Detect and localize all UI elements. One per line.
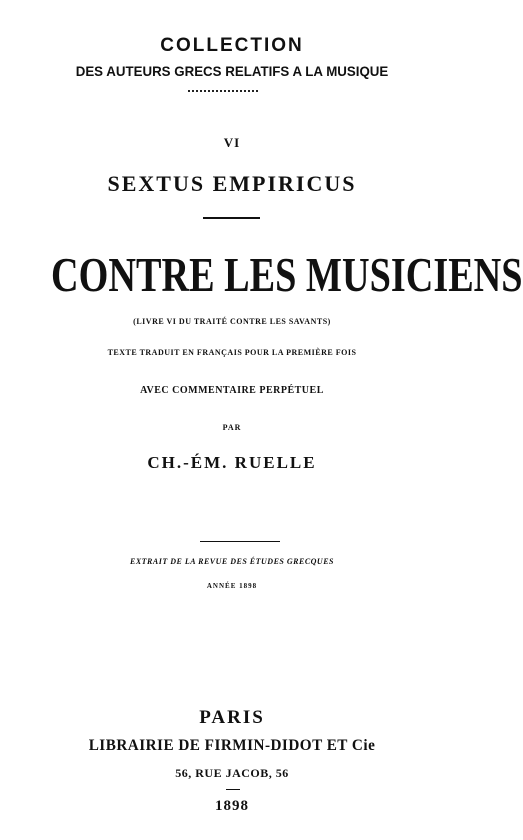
- translator-name: CH.-ÉM. RUELLE: [147, 453, 317, 472]
- extract-source: EXTRAIT DE LA REVUE DES ÉTUDES GRECQUES: [130, 557, 334, 566]
- year-divider: [226, 789, 240, 790]
- author-name: SEXTUS EMPIRICUS: [107, 171, 357, 196]
- collection-subtitle: DES AUTEURS GRECS RELATIFS A LA MUSIQUE: [75, 63, 389, 79]
- title-divider: [203, 217, 260, 219]
- collection-heading: COLLECTION: [160, 35, 304, 56]
- translation-note: TEXTE TRADUIT EN FRANÇAIS POUR LA PREMIÈRE FOIS: [107, 348, 357, 357]
- book-reference: (LIVRE VI DU TRAITÉ CONTRE LES SAVANTS): [133, 317, 331, 326]
- volume-number: VI: [223, 135, 241, 150]
- publisher-name: LIBRAIRIE DE FIRMIN-DIDOT ET Cie: [88, 737, 376, 754]
- dotted-divider: [188, 90, 258, 92]
- publication-city: PARIS: [199, 707, 265, 728]
- publisher-address: 56, RUE JACOB, 56: [175, 766, 289, 780]
- by-label: PAR: [222, 423, 242, 432]
- extract-year: ANNÉE 1898: [206, 582, 258, 590]
- commentary-note: AVEC COMMENTAIRE PERPÉTUEL: [140, 385, 324, 396]
- work-title: CONTRE LES MUSICIENS: [51, 247, 523, 302]
- extract-divider: [200, 541, 280, 542]
- publication-year: 1898: [215, 798, 249, 814]
